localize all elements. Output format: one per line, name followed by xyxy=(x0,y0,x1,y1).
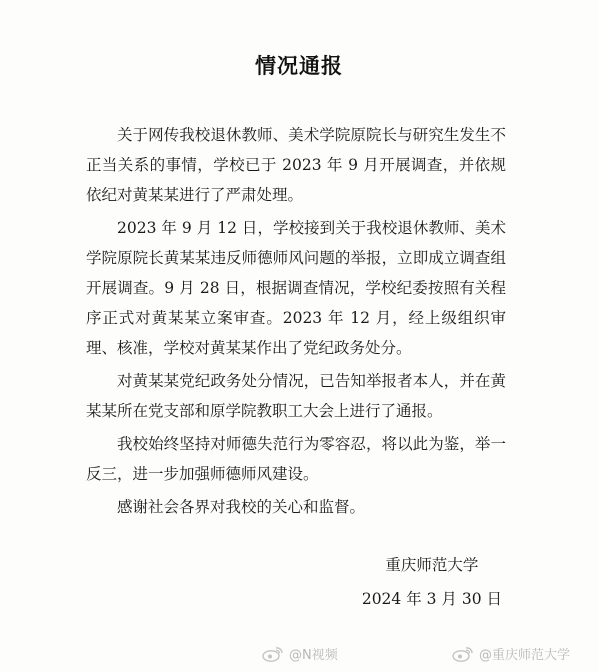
weibo-icon xyxy=(452,646,474,662)
watermark-right xyxy=(452,644,570,663)
paragraph-4: 我校始终坚持对师德失范行为零容忍，将以此为鉴，举一反三，进一步加强师德师风建设。 xyxy=(86,435,506,483)
signature-block xyxy=(362,548,502,616)
weibo-icon xyxy=(262,646,284,662)
paragraph-5: 感谢社会各界对我校的关心和监督。 xyxy=(117,498,366,516)
signature-date: 2024 年 3 月 30 日 xyxy=(361,590,502,608)
watermark-left xyxy=(262,644,338,663)
paragraph-1: 关于网传我校退休教师、美术学院原院长与研究生发生不正当关系的事情，学校已于 2023 年 9 月开展调查，并依规依纪对黄某某进行了严肃处理。 xyxy=(86,126,506,204)
document-body xyxy=(86,120,506,525)
watermark-right-text: @重庆师范大学 xyxy=(479,648,571,663)
paragraph-3: 对黄某某党纪政务处分情况，已告知举报者本人，并在黄某某所在党支部和原学院教职工大会上进行了通报。 xyxy=(86,372,506,420)
signature-org: 重庆师范大学 xyxy=(385,556,479,574)
paragraph-2: 2023 年 9 月 12 日，学校接到关于我校退休教师、美术学院原院长黄某某违反师德师风问题的举报，立即成立调查组开展调查。9 月 28 日，根据调查情况，学校纪委按照有关程序正式对黄某某立案审查。2023 年 12 月，经上级组织审理、核准，学校对黄某某作出了党纪政务处分。 xyxy=(86,219,506,357)
page-title: 情况通报 xyxy=(255,54,343,78)
watermark-left-text: @N视频 xyxy=(289,648,338,663)
